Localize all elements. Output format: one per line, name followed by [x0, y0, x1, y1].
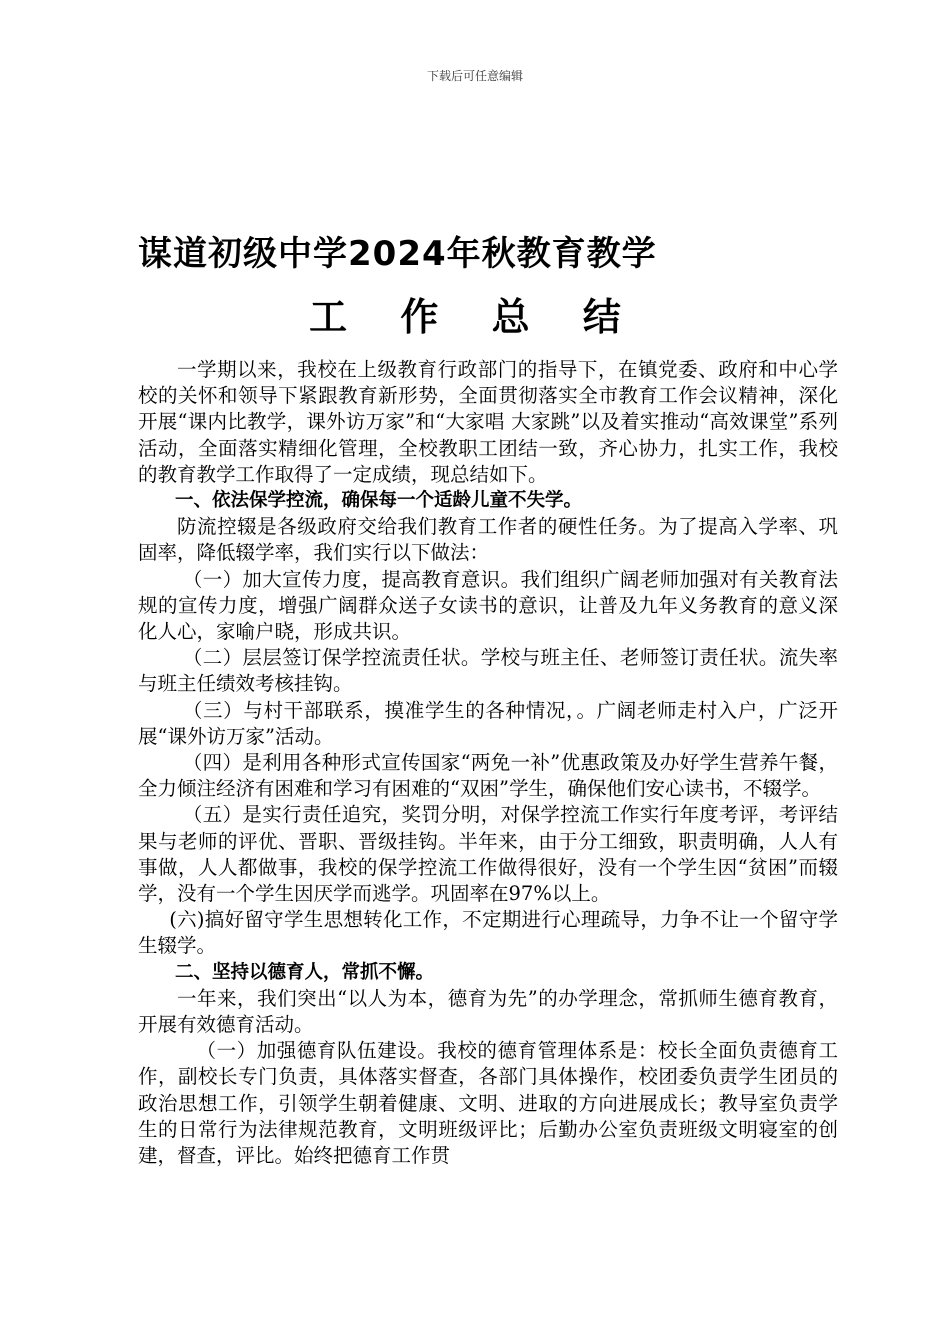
paragraph: （一）加大宣传力度，提高教育意识。我们组织广阔老师加强对有关教育法规的宣传力度，增强广阔群众送子女读书的意识，让普及九年义务教育的意义深化人心，家喻户晓，形成共识。: [138, 567, 838, 644]
document-title: 谋道初级中学2024年秋教育教学: [138, 234, 657, 274]
paragraph: （一）加强德育队伍建设。我校的德育管理体系是：校长全面负责德育工作，副校长专门负责，具体落实督查，各部门具体操作，校团委负责学生团员的政治思想工作，引领学生朝着健康、文明、进取的方向进展成长；教导室负责学生的日常行为法律规范教育，文明班级评比；后勤办公室负责班级文明寝室的创建，督查，评比。始终把德育工作贯: [138, 1039, 838, 1168]
page-header: 下载后可任意编辑: [426, 69, 523, 83]
paragraph: (六)搞好留守学生思想转化工作，不定期进行心理疏导，力争不让一个留守学生辍学。: [138, 908, 838, 958]
paragraph: 一年来，我们突出“以人为本，德育为先”的办学理念，常抓师生德育教育，开展有效德育活动。: [138, 986, 838, 1037]
paragraph: （五）是实行责任追究，奖罚分明，对保学控流工作实行年度考评，考评结果与老师的评优、晋职、晋级挂钩。半年来，由于分工细致，职责明确，人人有事做，人人都做事，我校的保学控流工作做得很好，没有一个学生因“贫困”而辍学，没有一个学生因厌学而逃学。巩固率在97%以上。: [138, 803, 838, 906]
document-subtitle: 工 作 总 结: [309, 295, 641, 339]
section-heading: 一、依法保学控流，确保每一个适龄儿童不失学。: [175, 490, 583, 512]
paragraph: （四）是利用各种形式宣传国家“两免一补”优惠政策及办好学生营养午餐，全力倾注经济有困难和学习有困难的“双困”学生，确保他们安心读书，不辍学。: [138, 751, 838, 801]
document-body: [138, 357, 838, 1169]
section-heading: 二、坚持以德育人，常抓不懈。: [175, 961, 435, 983]
paragraph: 防流控辍是各级政府交给我们教育工作者的硬性任务。为了提高入学率、巩固率，降低辍学率，我们实行以下做法：: [138, 515, 838, 565]
paragraph: （二）层层签订保学控流责任状。学校与班主任、老师签订责任状。流失率与班主任绩效考核挂钩。: [138, 646, 838, 696]
paragraph: 一学期以来，我校在上级教育行政部门的指导下，在镇党委、政府和中心学校的关怀和领导下紧跟教育新形势，全面贯彻落实全市教育工作会议精神，深化开展“课内比教学，课外访万家”和“大家唱 大家跳”以及着实推动“高效课堂”系列活动，全面落实精细化管理，全校教职工团结一致，齐心协力，扎实工作，我校的教育教学工作取得了一定成绩，现总结如下。: [138, 358, 838, 486]
paragraph: （三）与村干部联系，摸准学生的各种情况，。广阔老师走村入户，广泛开展“课外访万家”活动。: [138, 698, 838, 748]
